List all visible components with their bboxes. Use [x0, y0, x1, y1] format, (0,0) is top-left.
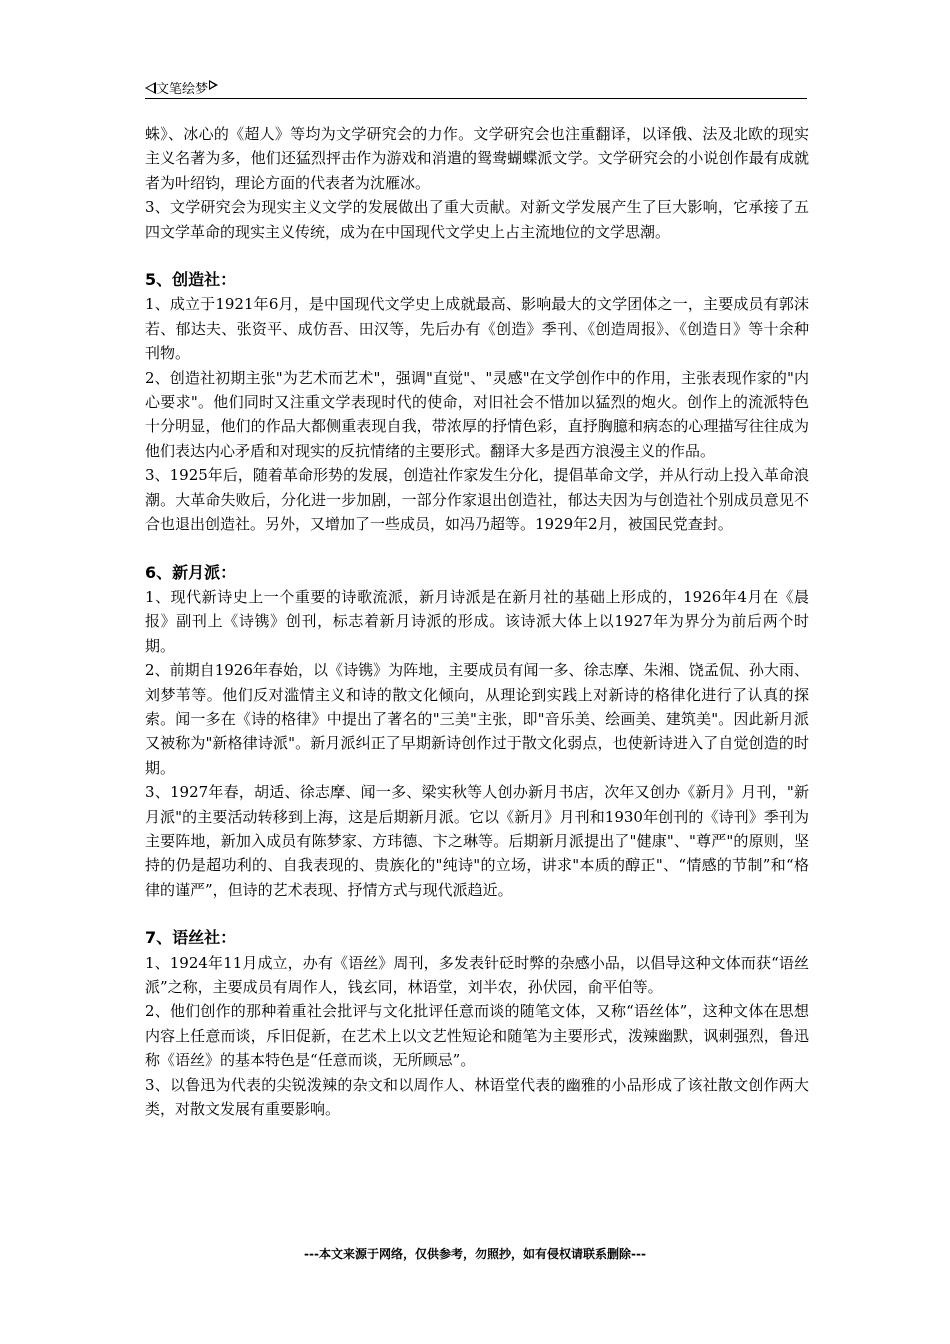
paragraph: 3、1927年春，胡适、徐志摩、闻一多、梁实秋等人创办新月书店，次年又创办《新月》月刊，"新月派"的主要活动转移到上海，这是后期新月派。它以《新月》月刊和1930年创刊的《诗刊》季刊为主要阵地，新加入成员有陈梦家、方玮德、卞之琳等。后期新月派提出了"健康"、"尊严"的原则，坚持的仍是超功利的、自我表现的、贵族化的"纯诗"的立场，讲求"本质的醇正"、“情感的节制”和“格律的谨严”，但诗的艺术表现、抒情方式与现代派趋近。 [145, 783, 809, 899]
paragraph: 蛛》、冰心的《超人》等均为文学研究会的力作。文学研究会也注重翻译，以译俄、法及北欧的现实主义名著为多，他们还猛烈抨击作为游戏和消遣的鸳鸯蝴蝶派文学。文学研究会的小说创作最有成就者为叶绍钧，理论方面的代表者为沈雁冰。 [145, 125, 809, 192]
section-heading: 7、语丝社： [145, 928, 237, 948]
paragraph: 2、前期自1926年春始，以《诗镌》为阵地，主要成员有闻一多、徐志摩、朱湘、饶孟侃、孙大雨、刘梦苇等。他们反对滥情主义和诗的散文化倾向，从理论到实践上对新诗的格律化进行了认真的探索。闻一多在《诗的格律》中提出了著名的"三美"主张，即"音乐美、绘画美、建筑美"。因此新月派又被称为"新格律诗派"。新月派纠正了早期新诗创作过于散文化弱点，也使新诗进入了自觉创造的时期。 [145, 661, 809, 777]
section-heading: 5、创造社： [145, 270, 237, 290]
right-triangle-icon [209, 80, 218, 90]
header-logo [145, 78, 218, 97]
paragraph: 1、成立于1921年6月，是中国现代文学史上成就最高、影响最大的文学团体之一，主要成员有郭沫若、郁达夫、张资平、成仿吾、田汉等，先后办有《创造》季刊、《创造周报》、《创造日》等十余种刊物。 [145, 295, 809, 363]
paragraph: 2、他们创作的那种着重社会批评与文化批评任意而谈的随笔文体，又称“语丝体”，这种文体在思想内容上任意而谈，斥旧促新，在艺术上以文艺性短论和随笔为主要形式，泼辣幽默，讽刺强烈，鲁迅称《语丝》的基本特色是“任意而谈，无所顾忌”。 [145, 1002, 809, 1070]
paragraph: 3、以鲁迅为代表的尖锐泼辣的杂文和以周作人、林语堂代表的幽雅的小品形成了该社散文创作两大类，对散文发展有重要影响。 [145, 1075, 809, 1119]
section-heading: 6、新月派： [145, 562, 237, 582]
paragraph: 1、1924年11月成立，办有《语丝》周刊，多发表针砭时弊的杂感小品，以倡导这种文体而获“语丝派”之称，主要成员有周作人，钱玄同，林语堂，刘半农，孙伏园，俞平伯等。 [145, 953, 809, 996]
paragraph: 1、现代新诗史上一个重要的诗歌流派，新月诗派是在新月社的基础上形成的，1926年4月在《晨报》副刊上《诗镌》创刊，标志着新月诗派的形成。该诗派大体上以1927年为界分为前后两个时期。 [145, 587, 809, 655]
page-header [145, 74, 807, 99]
left-triangle-icon [145, 82, 156, 94]
paragraph: 3、1925年后，随着革命形势的发展，创造社作家发生分化，提倡革命文学，并从行动上投入革命浪潮。大革命失败后，分化进一步加剧，一部分作家退出创造社，郁达夫因为与创造社个别成员意见不合也退出创造社。另外，又增加了一些成员，如冯乃超等。1929年2月，被国民党查封。 [145, 466, 809, 534]
paragraph: 2、创造社初期主张"为艺术而艺术"，强调"直觉"、"灵感"在文学创作中的作用，主张表现作家的"内心要求"。他们同时又注重文学表现时代的使命，对旧社会不惜加以猛烈的炮火。创作上的流派特色十分明显，他们的作品大都侧重表现自我，带浓厚的抒情色彩，直抒胸臆和病态的心理描写往往成为他们表达内心矛盾和对现实的反抗情绪的主要形式。翻译大多是西方浪漫主义的作品。 [145, 368, 809, 460]
header-title: 文笔绘梦 [156, 82, 209, 97]
document-body [145, 122, 809, 1121]
page-footer: ---本文来源于网络，仅供参考，勿照抄，如有侵权请联系删除--- [304, 1247, 646, 1261]
paragraph: 3、文学研究会为现实主义文学的发展做出了重大贡献。对新文学发展产生了巨大影响，它承接了五四文学革命的现实主义传统，成为在中国现代文学史上占主流地位的文学思潮。 [145, 198, 809, 241]
